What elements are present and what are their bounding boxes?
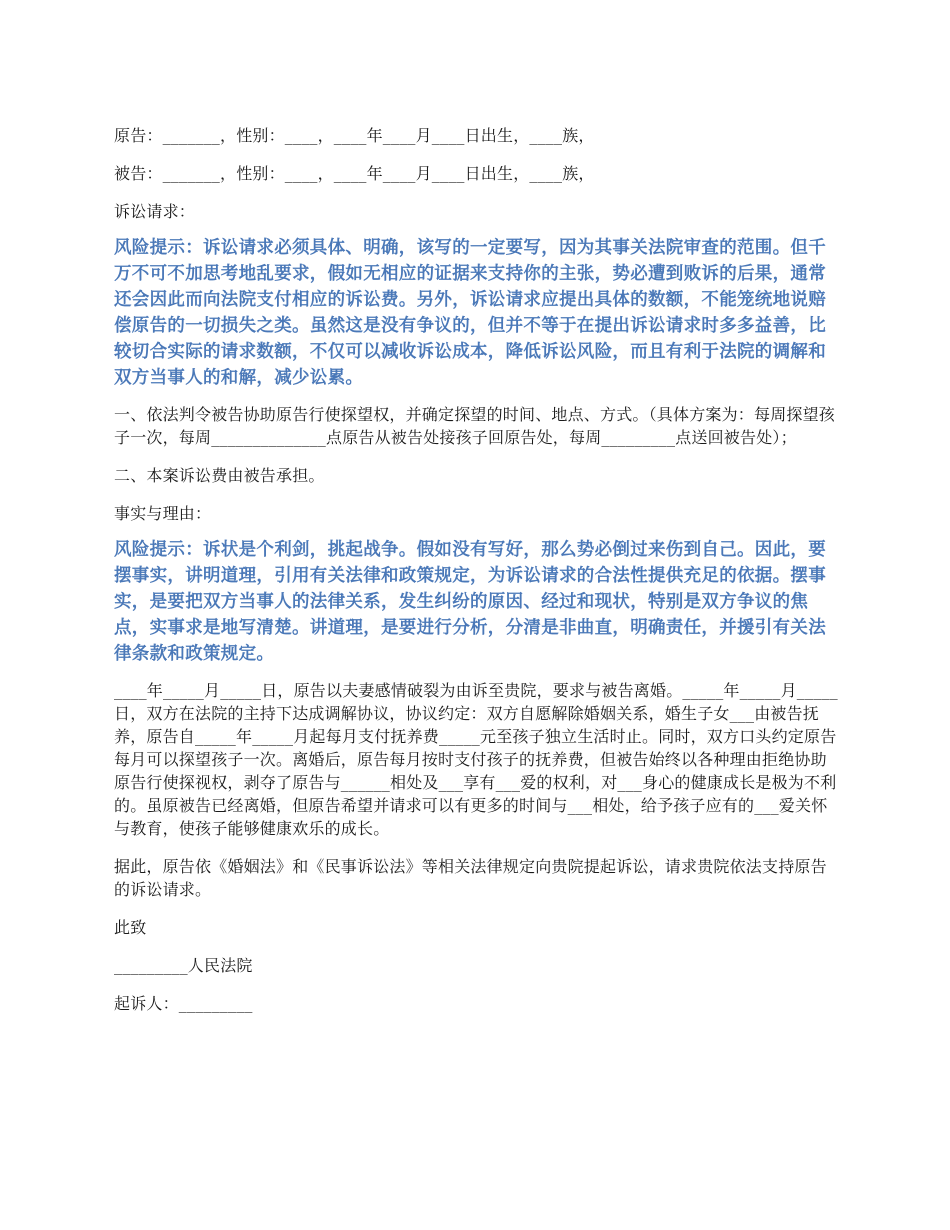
claims-heading: 诉讼请求： [114, 202, 196, 221]
claim-item-1: 一、依法判令被告协助原告行使探望权，并确定探望的时间、地点、方式。（具体方案为：每周探望孩子一次，每周______________点原告从被告处接孩子回原告处，每周_________点送回被告处）； [114, 405, 836, 447]
complaint-document [114, 124, 840, 1015]
claim-item-2: 二、本案诉讼费由被告承担。 [114, 466, 325, 485]
facts-body: ____年_____月_____日，原告以夫妻感情破裂为由诉至贵院，要求与被告离婚。_____年_____月_____日，双方在法院的主持下达成调解协议，协议约定：双方自愿解除婚姻关系，婚生子女___由被告抚养，原告自_____年_____月起每月支付抚养费_____元至孩子独立生活时止。同时，双方口头约定原告每月可以探望孩子一次。离婚后，原告每月按时支付孩子的抚养费，但被告始终以各种理由拒绝协助原告行使探视权，剥夺了原告与______相处及___享有___爱的权利，对___身心的健康成长是极为不利的。虽原被告已经离婚，但原告希望并请求可以有更多的时间与___相处，给予孩子应有的___爱关怀与教育，使孩子能够健康欢乐的成长。 [114, 681, 838, 838]
facts-heading: 事实与理由： [114, 504, 212, 523]
risk-tip-claims: 风险提示：诉讼请求必须具体、明确，该写的一定要写，因为其事关法院审查的范围。但千万不可不加思考地乱要求，假如无相应的证据来支持你的主张，势必遭到败诉的后果，通常还会因此而向法院支付相应的诉讼费。另外，诉讼请求应提出具体的数额，不能笼统地说赔偿原告的一切损失之类。虽然这是没有争议的，但并不等于在提出诉讼请求时多多益善，比较切合实际的请求数额，不仅可以减收诉讼成本，降低诉讼风险，而且有利于法院的调解和双方当事人的和解，减少讼累。 [114, 238, 826, 388]
risk-tip-facts: 风险提示：诉状是个利剑，挑起战争。假如没有写好，那么势必倒过来伤到自己。因此，要摆事实，讲明道理，引用有关法律和政策规定，为诉讼请求的合法性提供充足的依据。摆事实，是要把双方当事人的法律关系，发生纠纷的原因、经过和现状，特别是双方争议的焦点，实事求是地写清楚。讲道理，是要进行分析，分清是非曲直，明确责任，并援引有关法律条款和政策规定。 [114, 540, 826, 664]
plaintiff-line: 原告：_______，性别：____，____年____月____日出生，____族， [114, 126, 595, 145]
court-line: _________人民法院 [114, 956, 253, 975]
plaintiff-signature-line: 起诉人：_________ [114, 994, 253, 1013]
defendant-line: 被告：_______，性别：____，____年____月____日出生，____族， [114, 164, 595, 183]
conclusion-paragraph: 据此，原告依《婚姻法》和《民事诉讼法》等相关法律规定向贵院提起诉讼，请求贵院依法支持原告的诉讼请求。 [114, 857, 827, 899]
salutation: 此致 [114, 918, 147, 937]
